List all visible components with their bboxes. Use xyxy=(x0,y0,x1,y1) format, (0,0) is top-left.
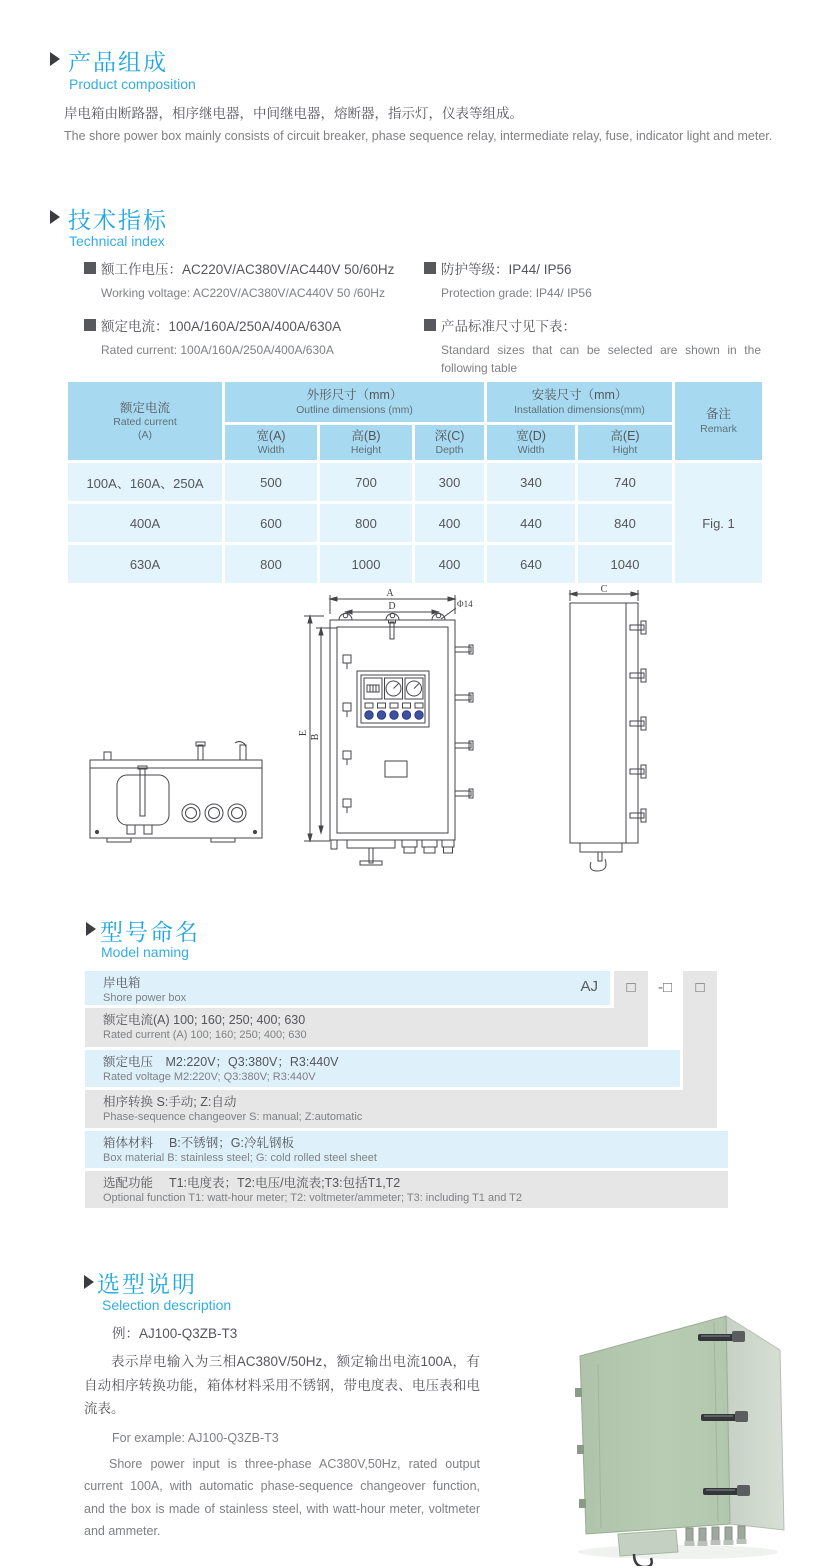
code-prefix: AJ xyxy=(580,978,598,995)
selection-text-block xyxy=(84,1322,480,1543)
spec-en-text: Working voltage: AC220V/AC380V/AC440V 50 /60Hz xyxy=(101,286,385,300)
naming-row-optional-function: 选配功能 T1:电度表；T2:电压/电流表;T3:包括T1,T2 Optional function T1: watt-hour meter; T2: voltmeter/ammeter; T3: including T1 and T2 xyxy=(85,1171,728,1208)
selection-body-zh: 表示岸电输入为三相AC380V/50Hz，额定输出电流100A，有自动相序转换功能，箱体材料采用不锈钢，带电度表、电压表和电流表。 xyxy=(84,1354,480,1417)
table-header-rated-current: 额定电流 Rated current (A) xyxy=(68,382,222,460)
section-arrow-icon xyxy=(86,922,96,936)
spec-zh-text: 产品标准尺寸见下表： xyxy=(441,318,576,334)
cable-glands xyxy=(685,1526,747,1546)
square-bullet-icon xyxy=(84,319,96,331)
naming-row-shore-power-box: 岸电箱 Shore power box AJ xyxy=(85,971,610,1005)
technical-drawing xyxy=(60,585,780,875)
enclosure-side-panel xyxy=(726,1316,784,1530)
dim-label-e: E xyxy=(298,729,309,737)
dim-label-b: B xyxy=(310,733,321,741)
table-cell: 700 xyxy=(320,463,412,501)
section-arrow-icon xyxy=(50,52,60,66)
table-cell: 300 xyxy=(415,463,484,501)
composition-body-en: The shore power box mainly consists of circuit breaker, phase sequence relay, intermediate relay, fuse, indicator light and meter. xyxy=(64,129,773,143)
table-cell: 640 xyxy=(487,545,575,583)
product-photo xyxy=(548,1298,816,1566)
spec-list-right xyxy=(424,258,764,390)
technical-title-en: Technical index xyxy=(69,233,165,249)
naming-row-rated-voltage: 额定电压 M2:220V；Q3:380V；R3:440V Rated voltage M2:220V; Q3:380V; R3:440V xyxy=(85,1050,680,1087)
composition-body-zh: 岸电箱由断路器，相序继电器，中间继电器，熔断器，指示灯，仪表等组成。 xyxy=(64,106,523,121)
code-box-3: □ xyxy=(695,979,705,996)
table-subheader-width-a: 宽(A) Width xyxy=(225,425,317,460)
spec-list-left xyxy=(84,258,414,371)
selection-example-en: For example: AJ100-Q3ZB-T3 xyxy=(112,1430,279,1445)
terminal-box xyxy=(618,1530,678,1556)
size-table xyxy=(68,382,762,583)
selection-title-en: Selection description xyxy=(102,1297,232,1313)
dim-label-phi14: Φ14 xyxy=(457,599,473,609)
section-arrow-icon xyxy=(84,1275,94,1289)
table-row-current: 630A xyxy=(68,545,222,583)
square-bullet-icon xyxy=(84,262,96,274)
square-bullet-icon xyxy=(424,319,436,331)
table-cell: 500 xyxy=(225,463,317,501)
bottom-view-drawing xyxy=(90,742,262,842)
composition-title-zh: 产品组成 xyxy=(68,49,168,75)
front-view-drawing xyxy=(298,588,473,865)
hinges-drawing xyxy=(343,655,351,813)
table-cell: 600 xyxy=(225,504,317,542)
table-header-installation: 安装尺寸（mm） Installation dimensions(mm) xyxy=(487,382,672,422)
enclosure-door xyxy=(580,1316,730,1534)
square-bullet-icon xyxy=(424,262,436,274)
naming-row-box-material: 箱体材料 B:不锈钢；G:冷轧钢板 Box material B: stainless steel; G: cold rolled steel sheet xyxy=(85,1131,728,1168)
naming-row-rated-current: 额定电流(A) 100; 160; 250; 400; 630 Rated current (A) 100; 160; 250; 400; 630 xyxy=(85,1008,648,1047)
table-cell: 840 xyxy=(578,504,672,542)
table-cell: 800 xyxy=(320,504,412,542)
table-cell: 400 xyxy=(415,504,484,542)
technical-title-zh: 技术指标 xyxy=(68,207,168,233)
table-subheader-height-b: 高(B) Height xyxy=(320,425,412,460)
spec-item xyxy=(84,258,414,303)
spec-item xyxy=(84,315,414,360)
table-cell: 800 xyxy=(225,545,317,583)
spec-en-text: Protection grade: IP44/ IP56 xyxy=(441,286,592,300)
meter-panel-drawing xyxy=(357,671,429,727)
table-subheader-hight-e: 高(E) Hight xyxy=(578,425,672,460)
model-naming-diagram xyxy=(85,971,745,1211)
dim-label-a: A xyxy=(386,588,394,599)
selection-example-zh: 例：AJ100-Q3ZB-T3 xyxy=(112,1326,238,1341)
spec-item xyxy=(424,315,764,378)
spec-item xyxy=(424,258,764,303)
table-cell: 740 xyxy=(578,463,672,501)
table-cell: 400 xyxy=(415,545,484,583)
spec-en-text: Rated current: 100A/160A/250A/400A/630A xyxy=(101,342,334,357)
table-cell: 1000 xyxy=(320,545,412,583)
spec-en-text: Standard sizes that can be selected are shown in the following table xyxy=(441,342,761,376)
table-cell: 1040 xyxy=(578,545,672,583)
naming-row-phase-sequence: 相序转换 S:手动; Z:自动 Phase-sequence changeover S: manual; Z:automatic xyxy=(85,1090,717,1128)
dim-label-d: D xyxy=(388,601,396,612)
spec-zh-text: 防护等级：IP44/ IP56 xyxy=(441,262,572,277)
table-subheader-depth-c: 深(C) Depth xyxy=(415,425,484,460)
code-box-2: -□ xyxy=(657,979,673,996)
spec-zh-text: 额定电流：100A/160A/250A/400A/630A xyxy=(101,318,342,334)
table-cell: 340 xyxy=(487,463,575,501)
table-cell: 440 xyxy=(487,504,575,542)
table-cell-remark: Fig. 1 xyxy=(675,463,762,583)
dim-label-c: C xyxy=(600,585,608,595)
indicator-lights-drawing xyxy=(365,703,423,719)
door-bolts-drawing xyxy=(455,645,473,798)
table-header-remark: 备注 Remark xyxy=(675,382,762,460)
spec-zh-text: 额工作电压：AC220V/AC380V/AC440V 50/60Hz xyxy=(101,262,395,277)
code-box-1: □ xyxy=(626,979,636,996)
model-naming-title-en: Model naming xyxy=(101,944,189,960)
table-row-current: 100A、160A、250A xyxy=(68,463,222,501)
section-arrow-icon xyxy=(50,210,60,224)
model-naming-title-zh: 型号命名 xyxy=(100,919,200,945)
table-header-outline: 外形尺寸（mm） Outline dimensions (mm) xyxy=(225,382,484,422)
selection-title-zh: 选型说明 xyxy=(97,1271,197,1297)
composition-title-en: Product composition xyxy=(69,76,196,92)
selection-body-en: Shore power input is three-phase AC380V,50Hz, rated output current 100A, with automatic phase-sequence changeover function, and the box is made of stainless steel, with watt-hour meter, voltmeter and ammeter. xyxy=(84,1456,480,1539)
table-row-current: 400A xyxy=(68,504,222,542)
side-view-drawing xyxy=(570,585,646,871)
table-subheader-width-d: 宽(D) Width xyxy=(487,425,575,460)
